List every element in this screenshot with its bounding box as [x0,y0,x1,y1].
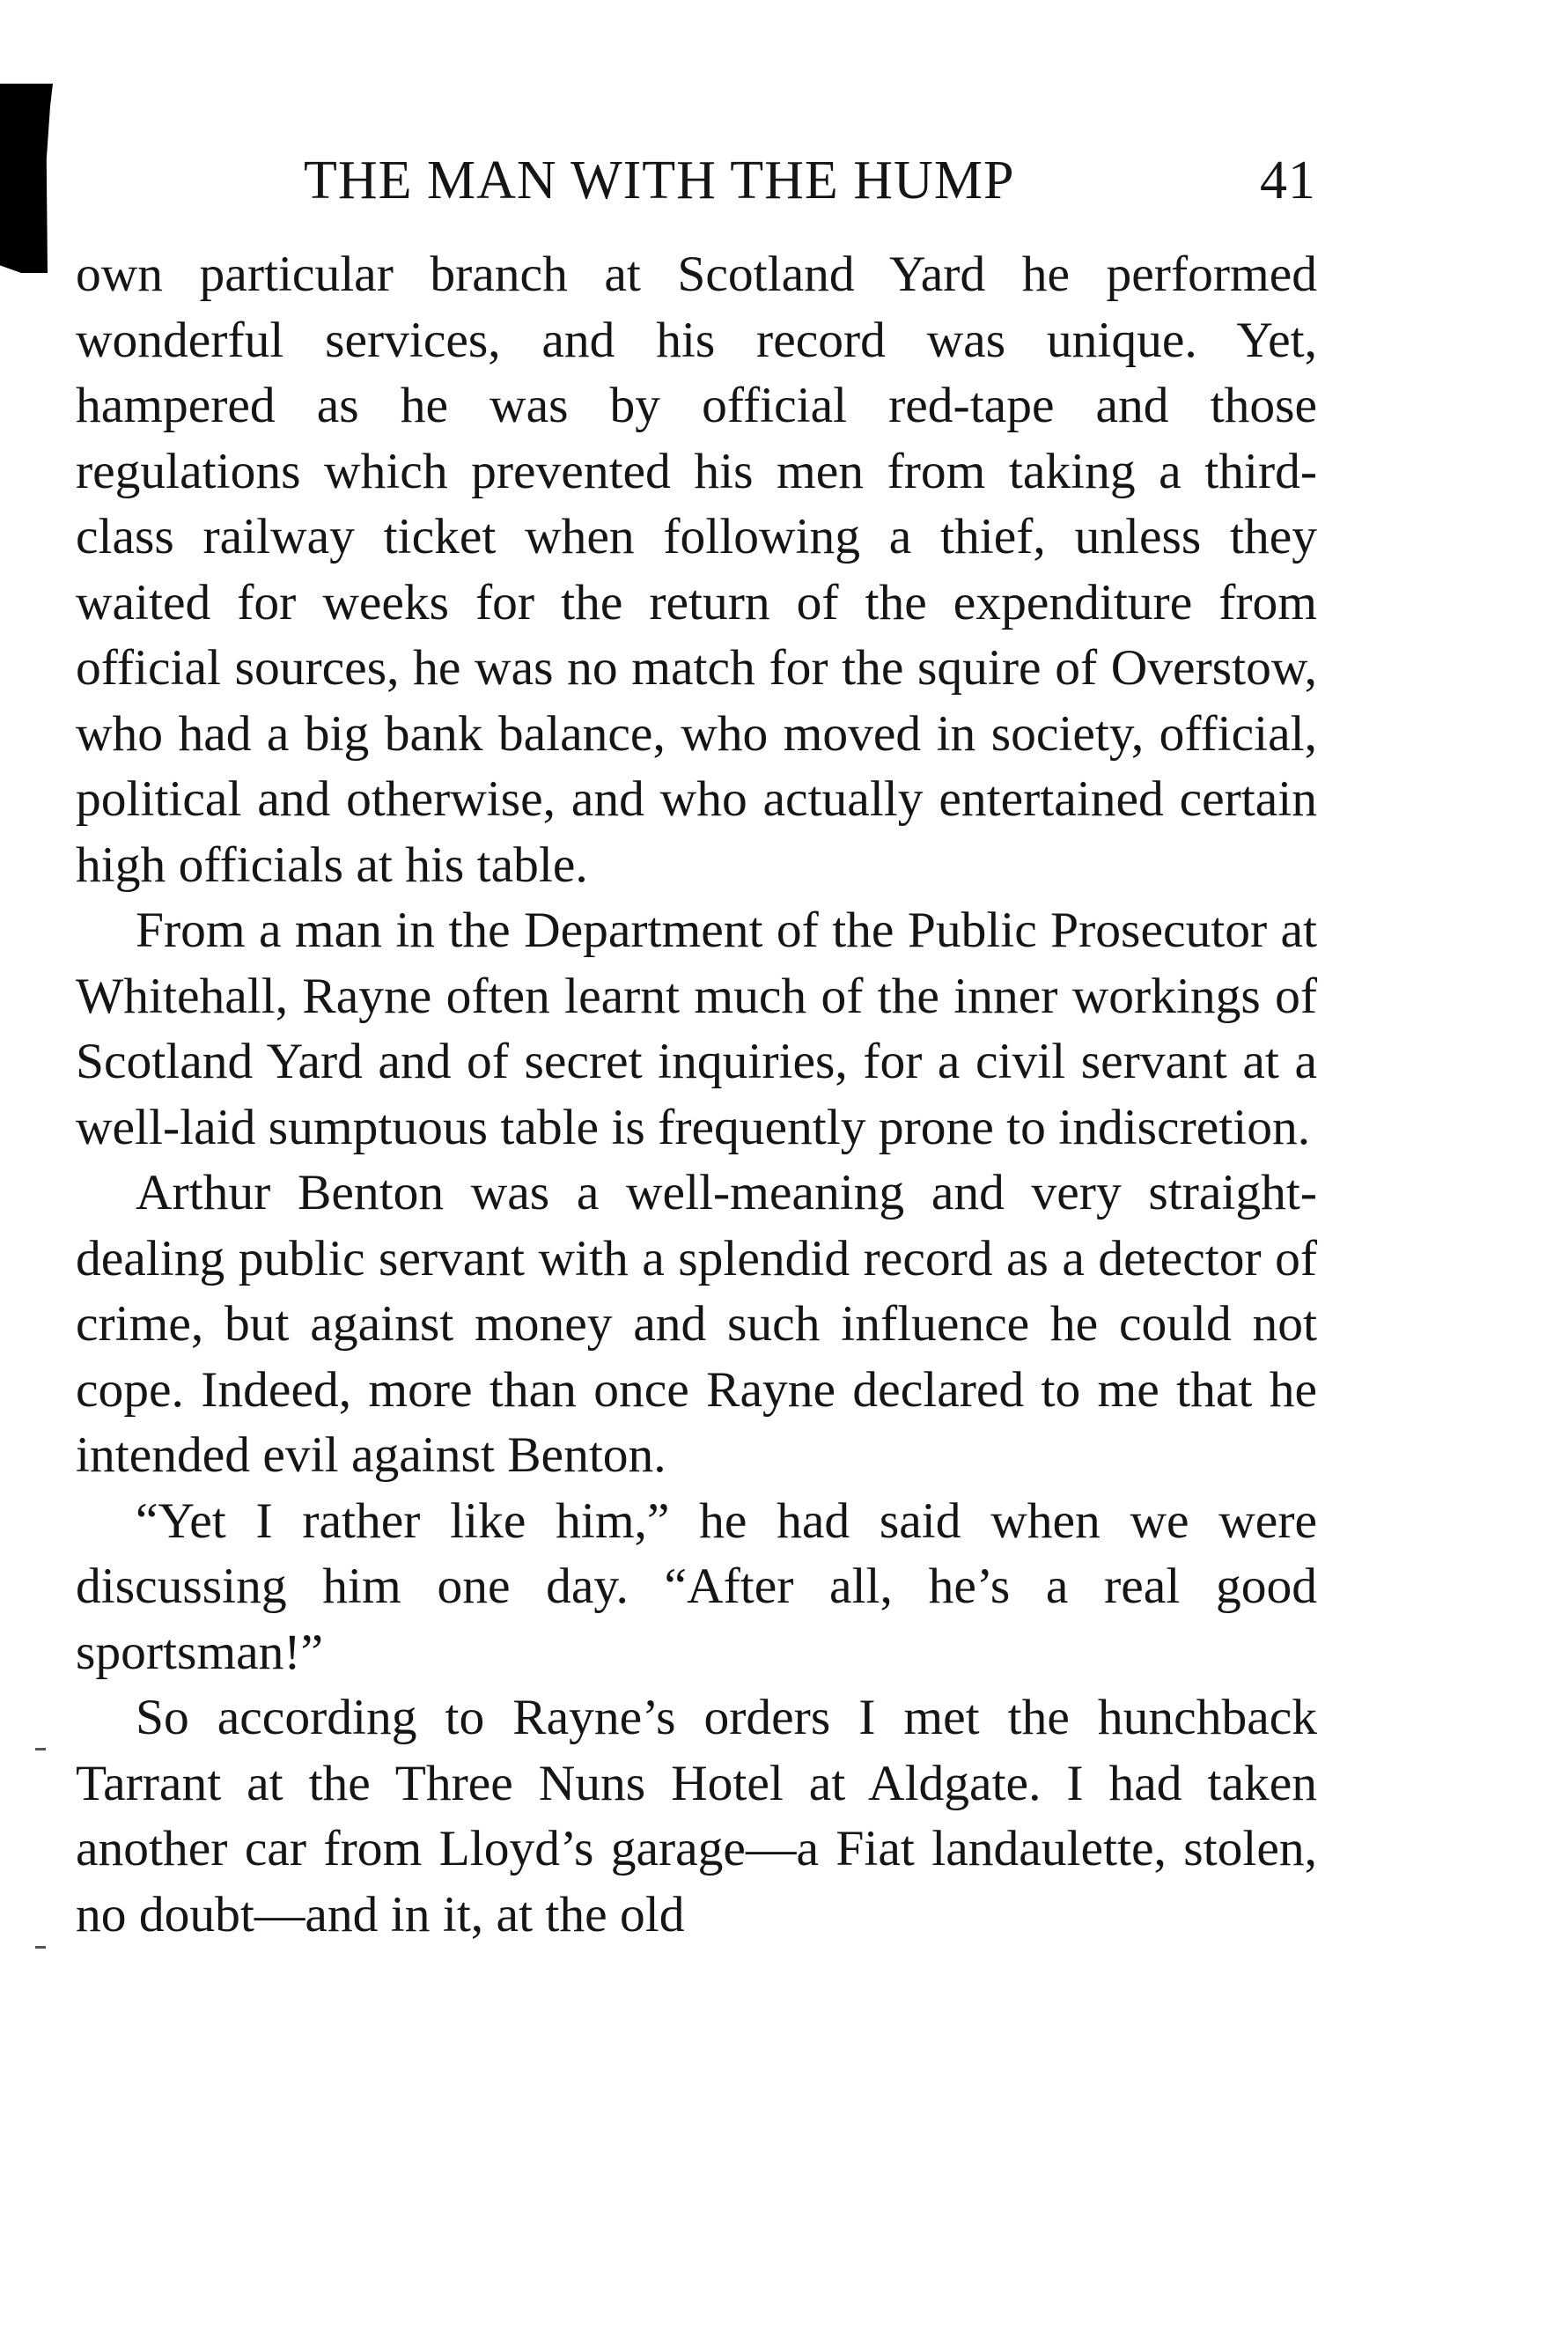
page-number: 41 [1260,151,1316,210]
paragraph: Arthur Benton was a well-meaning and very straight-dealing public servant with a splendid record as a detector of crime, but against money and such influence he could not cope. Indeed, more than once Rayne declared to me that he intended evil against Benton. [76,1165,1317,1483]
margin-mark [35,1946,46,1949]
paragraph: own particular branch at Scotland Yard he performed wonderful services, and his record was unique. Yet, hampered as he was by official red-tape and those regulations which prevented his men from taking a third-class railway ticket when following a thief, unless they waited for weeks for the return of the expenditure from official sources, he was no match for the squire of Overstow, who had a big bank balance, who moved in society, official, political and otherwise, and who actually entertained certain high officials at his table. [76,247,1317,893]
scan-edge-mark [0,84,53,273]
body-text [76,242,1317,1948]
running-head [304,150,1316,211]
paragraph: So according to Rayne’s orders I met the hunchback Tarrant at the Three Nuns Hotel at Aldgate. I had taken another car from Lloyd’s garage—a Fiat landaulette, stolen, no doubt—and in it, at the old [76,1690,1317,1942]
margin-mark [35,1748,46,1750]
running-title: THE MAN WITH THE HUMP [304,151,1015,210]
paragraph: From a man in the Department of the Public Prosecutor at Whitehall, Rayne often learnt much of the inner workings of Scotland Yard and of secret inquiries, for a civil servant at a well-laid sumptuous table is frequently prone to indiscretion. [76,903,1317,1155]
paragraph: “Yet I rather like him,” he had said when we were discussing him one day. “After all, he’s a real good sportsman!” [76,1492,1317,1680]
